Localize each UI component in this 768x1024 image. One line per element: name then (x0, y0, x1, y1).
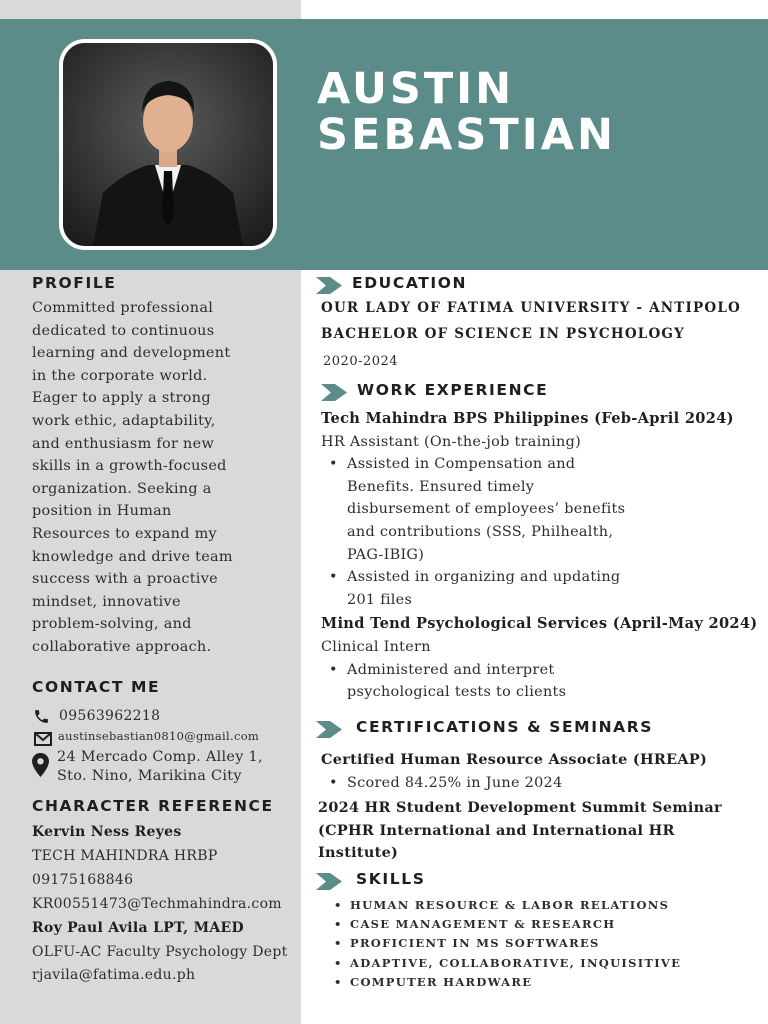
reference-phone: 09175168846 (32, 871, 134, 888)
profile-line: and enthusiasm for new (32, 435, 215, 452)
duty-line: disbursement of employees’ benefits (347, 501, 626, 518)
education-degree: BACHELOR OF SCIENCE IN PSYCHOLOGY (321, 325, 685, 342)
education-school: OUR LADY OF FATIMA UNIVERSITY - ANTIPOLO (321, 300, 742, 316)
profile-line: dedicated to continuous (32, 322, 215, 339)
profile-line: Committed professional (32, 300, 214, 316)
job-role: HR Assistant (On-the-job training) (321, 433, 581, 450)
job-duty (321, 453, 765, 566)
seminar-line: 2024 HR Student Development Summit Seminar (318, 799, 722, 816)
profile-line: problem-solving, and (32, 616, 192, 633)
duty-line: and contributions (SSS, Philhealth, (347, 523, 614, 540)
address-line: 24 Mercado Comp. Alley 1, (57, 749, 263, 765)
profile-line: organization. Seeking a (32, 480, 212, 497)
education-years: 2020-2024 (323, 354, 399, 369)
profile-line: success with a proactive (32, 571, 218, 588)
profile-line: collaborative approach. (32, 638, 212, 655)
profile-photo (59, 39, 277, 250)
job-duties (321, 659, 765, 704)
skills-heading: SKILLS (356, 870, 426, 888)
duty-line: Benefits. Ensured timely (347, 478, 535, 495)
phone-icon (33, 708, 50, 725)
certifications-heading: CERTIFICATIONS & SEMINARS (356, 718, 654, 736)
certifications-list (321, 749, 765, 794)
work-experience-list (321, 408, 765, 704)
profile-heading: PROFILE (32, 274, 117, 292)
name-last: SEBASTIAN (317, 110, 616, 160)
job-company: Tech Mahindra BPS Philippines (Feb-April 2024) (321, 410, 734, 427)
job-company: Mind Tend Psychological Services (April-May 2024) (321, 615, 758, 633)
duty-line: • Assisted in organizing and updating (347, 569, 621, 586)
contact-address (57, 748, 263, 786)
profile-line: knowledge and drive team (32, 548, 233, 565)
reference-position: TECH MAHINDRA HRBP (32, 847, 218, 864)
contact-heading: CONTACT ME (32, 678, 161, 696)
skills-list (320, 896, 681, 992)
duty-line: • Administered and interpret (347, 661, 555, 678)
name-first: AUSTIN (317, 64, 515, 114)
mail-icon (34, 732, 52, 746)
work-heading: WORK EXPERIENCE (357, 381, 549, 399)
certification-details (321, 772, 765, 795)
seminar-title (318, 797, 762, 865)
certification-title: Certified Human Resource Associate (HREAP) (321, 751, 708, 768)
duty-line: psychological tests to clients (347, 684, 567, 701)
chevron-right-icon (321, 384, 347, 401)
reference-name: Roy Paul Avila LPT, MAED (32, 919, 244, 936)
education-details (321, 296, 741, 375)
education-heading: EDUCATION (352, 274, 468, 292)
chevron-right-icon (316, 721, 342, 738)
profile-line: mindset, innovative (32, 593, 181, 610)
contact-phone[interactable]: 09563962218 (59, 708, 161, 724)
skill-item: • PROFICIENT IN MS SOFTWARES (320, 934, 681, 953)
reference-position: OLFU-AC Faculty Psychology Dept (32, 943, 288, 960)
skill-item: • ADAPTIVE, COLLABORATIVE, INQUISITIVE (320, 954, 681, 973)
address-line: Sto. Nino, Marikina City (57, 768, 242, 784)
profile-line: in the corporate world. (32, 367, 208, 384)
profile-line: Resources to expand my (32, 525, 217, 542)
profile-line: work ethic, adaptability, (32, 412, 216, 429)
job-duties (321, 453, 765, 611)
reference-list (32, 821, 288, 988)
chevron-right-icon (316, 277, 342, 294)
location-pin-icon (32, 753, 49, 777)
skill-item: • CASE MANAGEMENT & RESEARCH (320, 915, 681, 934)
reference-email[interactable]: KR00551473@Techmahindra.com (32, 895, 282, 912)
profile-line: Eager to apply a strong (32, 390, 211, 407)
contact-email[interactable]: austinsebastian0810@gmail.com (58, 729, 260, 743)
skill-item: • HUMAN RESOURCE & LABOR RELATIONS (320, 896, 681, 915)
job-duty (321, 659, 765, 704)
profile-line: skills in a growth-focused (32, 458, 227, 475)
duty-line: • Assisted in Compensation and (347, 456, 576, 473)
reference-heading: CHARACTER REFERENCE (32, 797, 274, 815)
chevron-right-icon (316, 873, 342, 890)
reference-name: Kervin Ness Reyes (32, 824, 182, 840)
profile-line: learning and development (32, 345, 231, 362)
duty-line: 201 files (347, 591, 413, 608)
job-duty (321, 566, 765, 611)
skill-item: • COMPUTER HARDWARE (320, 973, 681, 992)
candidate-name (317, 66, 616, 158)
profile-summary (32, 297, 233, 659)
reference-email[interactable]: rjavila@fatima.edu.ph (32, 967, 196, 984)
duty-line: PAG-IBIG) (347, 546, 425, 563)
seminar-line: (CPHR International and International HR (318, 821, 675, 839)
seminar-line: Institute) (318, 844, 399, 862)
certification-detail: • Scored 84.25% in June 2024 (321, 772, 765, 795)
profile-line: position in Human (32, 503, 172, 520)
job-role: Clinical Intern (321, 638, 431, 655)
